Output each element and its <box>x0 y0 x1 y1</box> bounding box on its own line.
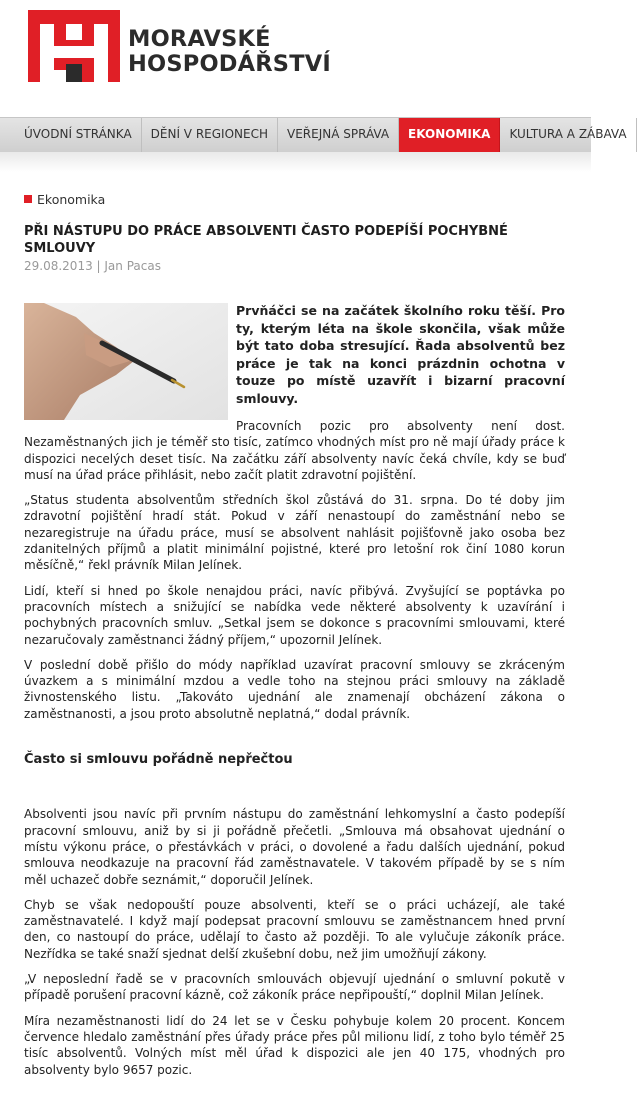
nav-item-uvodni-stranka[interactable]: ÚVODNÍ STRÁNKA <box>0 118 142 152</box>
nav-item-ekonomika[interactable]: EKONOMIKA <box>399 118 500 152</box>
article-paragraph: Absolventi jsou navíc při prvním nástupu do zaměstnání lehkomyslní a často podepíší pracovní smlouvu, aniž by si ji pořádně přečetli. „Smlouva má obsahovat ujednání o místu výkonu práce, o přestávkách v práci, o dovolené a řadu dalších ujednání, pokud smlouva neodkazuje na pracovní řád zaměstnavatele. V takovém případě by se s ním měl uchazeč dobře seznámit,“ doporučil Jelínek. <box>24 807 565 887</box>
article-paragraph: Pracovních pozic pro absolventy není dost. Nezaměstnaných jich je téměř sto tisíc, zatímco vhodných míst pro ně mají úřady práce k dispozici necelých deset tisíc. Na začátku září absolventy navíc čeká chvíle, kdy se buď musí na úřad práce přihlásit, nebo začít platit zdravotní pojištění. <box>24 419 565 482</box>
article-paragraph: Chyb se však nedopouští pouze absolventi, kteří se o práci ucházejí, ale také zaměstnavatelé. I když mají podepsat pracovní smlouvu se zaměstnancem hned první den, co nastoupí do práce, udělají to často až později. To ale vylučuje zákoník práce. Nezřídka se také snaží sjednat delší zkušební dobu, než jim umožňují zákony. <box>24 897 565 961</box>
nav-item-verejna-sprava[interactable]: VEŘEJNÁ SPRÁVA <box>278 118 399 152</box>
article-paragraph: Lidí, kteří si hned po škole nenajdou práci, navíc přibývá. Zvyšující se poptávka po pracovních místech a snižující se nabídka vede některé absolventy k uzavírání i pochybných pracovních smluv. „Setkal jsem se dokonce s pracovními smlouvami, které nezaručovaly zaměstnanci žádný příjem,“ upozornil Jelínek. <box>24 583 565 647</box>
meta-separator: | <box>92 259 105 273</box>
section-label <box>24 192 105 207</box>
article-meta <box>24 259 161 273</box>
article-body <box>24 302 565 1087</box>
nav-shadow <box>0 152 591 172</box>
photo-spacer <box>24 302 236 424</box>
nav-item-kultura-a-zabava[interactable]: KULTURA A ZÁBAVA <box>500 118 636 152</box>
logo-mark-icon[interactable] <box>28 10 120 82</box>
site-header <box>0 0 591 115</box>
section-marker-icon <box>24 195 32 203</box>
logo-line-1: MORAVSKÉ <box>128 26 271 52</box>
article-paragraph: V poslední době přišlo do módy například uzavírat pracovní smlouvy se zkráceným úvazkem a s minimální mzdou a vedle toho na stejnou práci smlouvy na základě živnostenského listu. „Takováto ujednání ale znamenají obcházení zákona o zaměstnanosti, a jsou proto absolutně neplatná,“ dodal právník. <box>24 657 565 721</box>
logo-wordmark[interactable] <box>128 27 331 77</box>
article-lead: Prvňáčci se na začátek školního roku těší. Pro ty, kterým léta na škole skončila, však může být tato doba stresující. Řada absolventů bez práce je tak na konci prázdnin ochotna v touze po místě uzavřít i bizarní pracovní smlouvy. <box>236 303 565 406</box>
article-subheading: Často si smlouvu pořádně nepřečtou <box>24 752 293 768</box>
article-paragraph: Míra nezaměstnanosti lidí do 24 let se v Česku pohybuje kolem 20 procent. Koncem července hledalo zaměstnání přes úřady práce přes půl milionu lidí, z toho bylo téměř 25 tisíc absolventů. Volných míst měl úřad k dispozici ale jen 40 175, vhodných pro absolventy bylo 9657 pozic. <box>24 1013 565 1077</box>
logo-line-2: HOSPODÁŘSTVÍ <box>128 51 331 77</box>
article-paragraph: „V neposlední řadě se v pracovních smlouvách objevují ujednání o smluvní pokutě v případě porušení pracovní kázně, což zákoník práce nepřipouští,“ doplnil Milan Jelínek. <box>24 972 565 1003</box>
main-navigation <box>0 117 627 153</box>
article-paragraph: „Status studenta absolventům středních škol zůstává do 31. srpna. Do té doby jim zdravotní pojištění hradí stát. Pokud v září nenastoupí do zaměstnání nebo se nezaregistruje na úřadu práce, musí se absolvent nahlásit pojišťovně jako osoba bez zdanitelných příjmů a platit minimální pojistné, které pro letošní rok činí 1080 korun měsíčně,“ řekl právník Milan Jelínek. <box>24 493 565 573</box>
article-date: 29.08.2013 <box>24 259 93 273</box>
article-title: PŘI NÁSTUPU DO PRÁCE ABSOLVENTI ČASTO PODEPÍŠÍ POCHYBNÉ SMLOUVY <box>24 224 508 256</box>
article-author: Jan Pacas <box>104 259 161 273</box>
nav-item-deni-v-regionech[interactable]: DĚNÍ V REGIONECH <box>142 118 278 152</box>
section-name[interactable]: Ekonomika <box>37 192 106 207</box>
